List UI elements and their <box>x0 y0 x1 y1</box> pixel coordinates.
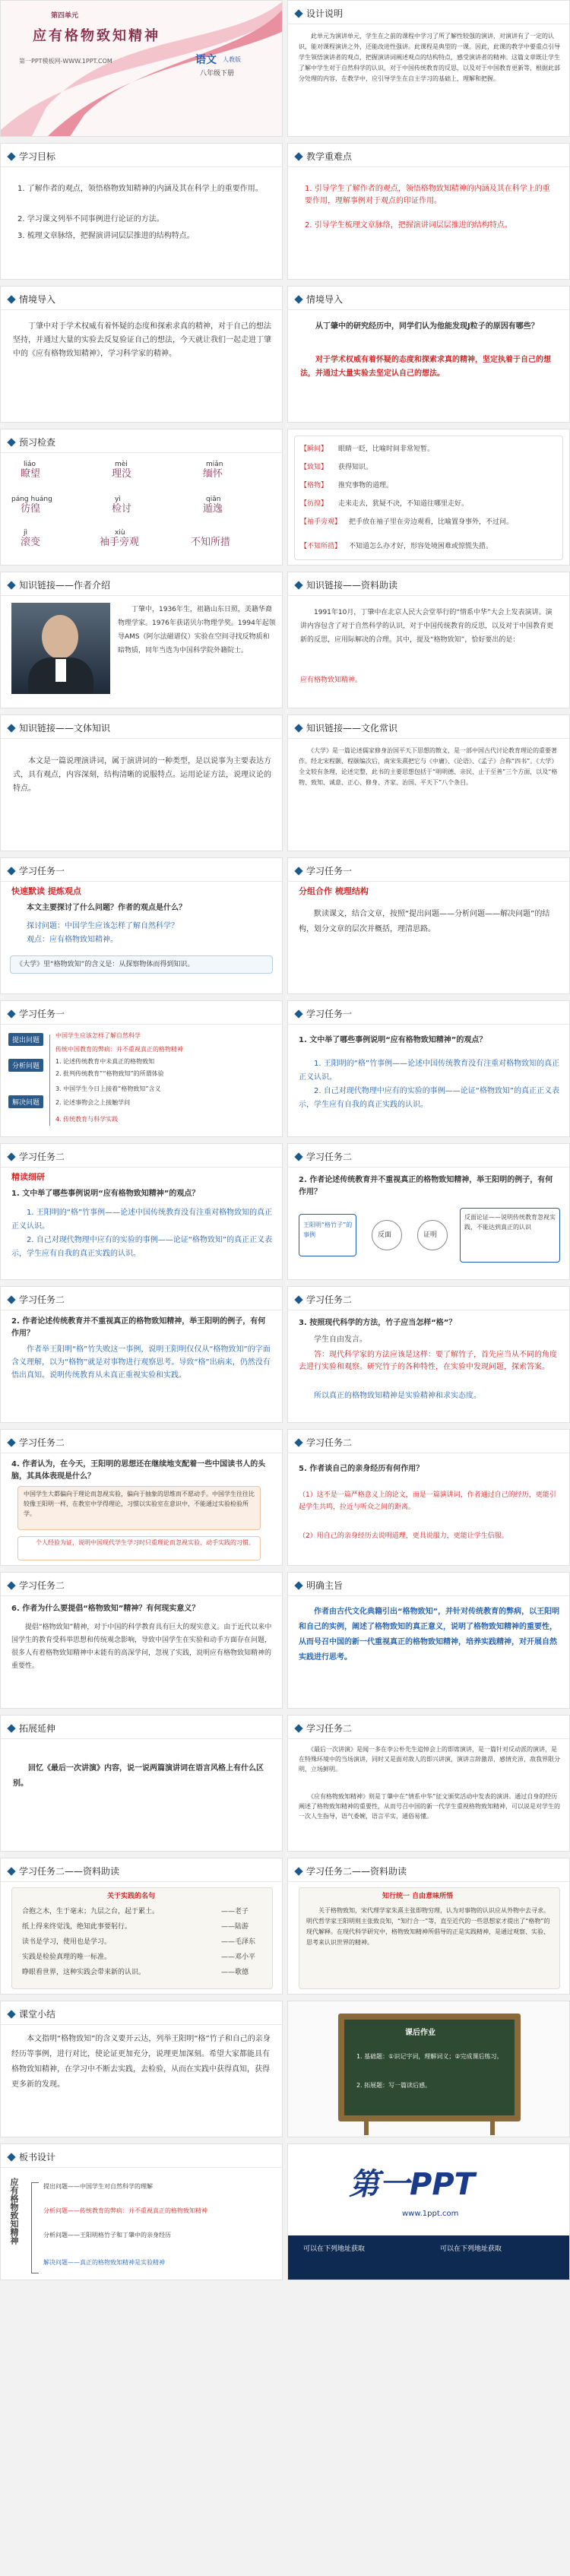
homework-title: 课后作业 <box>405 2029 435 2037</box>
author-text: 丁肇中，1936年生，祖籍山东日照，美籍华裔物理学家。1976年获诺贝尔物理学奖。1994年起领导AMS（阿尔法磁谱仪）实验在空间寻找反物质和暗物质，同年当选为中国科学院外籍院士。 <box>118 606 276 654</box>
slide-header: 拓展延伸 <box>8 1722 55 1735</box>
structure-item: 1. 论述传统教育中未真正的格物致知 <box>55 1058 155 1065</box>
subject-label: 语文 <box>195 54 217 66</box>
slide-key[interactable] <box>287 143 570 280</box>
quote-text: 纸上得来终觉浅，绝知此事要躬行。 <box>22 1923 132 1931</box>
slide-header: 学习任务一 <box>8 864 65 877</box>
quote-text: 睁眼看世界，这种实践会带来新的认识。 <box>22 1969 146 1976</box>
slide-author[interactable] <box>0 572 283 708</box>
task-answer: 答：现代科学家的方法应该是这样：要了解竹子，首先应当从不同的角度去进行实验和观察。研究竹子的各种特性，在实验中发现问题，探索答案。 <box>299 1351 557 1371</box>
quote-text: 中国学生大都偏向于理论而忽视实验，偏向于抽象的思维而不愿动手。中国学生往往比较像王阳明一样，在教室中学得理论，习惯以实验室在意识中，不能通过实验检验所学。 <box>24 1491 255 1517</box>
cover-title: 应有格物致知精神 <box>33 28 160 44</box>
slide-brand[interactable] <box>287 2143 570 2280</box>
vocab-key: 【瞬间】 <box>300 445 328 453</box>
style2-text: 《大学》是一篇论述儒家修身治国平天下思想的散文，是一部中国古代讨论教育理论的重要著作。经北宋程颢、程颐编次后，南宋朱熹把它与《中庸》、《论语》、《孟子》合称“四书”。《大学》全文较有条理，论述完整，此书的主要思想包括于“明明德、亲民、止于至善”三个方面，以及“格物、致知、诚意、正心、修身、齐家、治国、平天下”八个条目。 <box>299 747 558 786</box>
mind-node: 提出问题——中国学生对自然科学的理解 <box>43 2183 153 2190</box>
brand-logo: 第一PPT <box>349 2167 475 2202</box>
slide-task2-diagram[interactable] <box>287 1143 570 1280</box>
word: 理没 <box>112 468 132 480</box>
slide-header: 学习任务二 <box>8 1579 65 1592</box>
pinyin: miǎn <box>206 461 223 468</box>
brand-footer <box>288 2235 570 2280</box>
task-answer: （1）这不是一篇严格意义上的论文，而是一篇演讲词，作者通过自己的经历，更能引起学生共鸣，拉近与听众之间的距离。 <box>299 1491 556 1511</box>
slide-header: 明确主旨 <box>296 1579 343 1592</box>
task-answer: 个人经验为证，说明中国现代学生学习时只重理论而忽视实验、动手实践的习惯。 <box>24 1539 255 1546</box>
slide-header: 知识链接——资料助读 <box>296 578 397 591</box>
word: 缅怀 <box>203 468 223 480</box>
task-answer: 作者举王阳明“格”竹失败这一事例，说明王阳明仅仅从“格物致知”的字面含义理解，以为“格物”就是对事物进行观察思考。导致“格”出病来，仍然没有悟出真知。说明传统教育从未真正重视实验和实践。 <box>11 1345 271 1380</box>
bg-highlight: 应有格物致知精神。 <box>300 676 363 684</box>
quote-author: ——邓小平 <box>221 1953 256 1961</box>
slide-header: 情境导入 <box>8 293 55 306</box>
slide-header: 情境导入 <box>296 293 343 306</box>
slide-header: 预习检查 <box>8 436 55 448</box>
word: 检讨 <box>112 503 132 515</box>
mind-node: 分析问题——王阳明格竹子和丁肇中的亲身经历 <box>43 2232 171 2239</box>
slide-intro[interactable] <box>0 286 283 423</box>
task-question: 3. 按照现代科学的方法，竹子应当怎样“格”？ <box>299 1319 457 1327</box>
slide-goals[interactable] <box>0 143 283 280</box>
slide-style[interactable] <box>0 714 283 851</box>
slide-res1[interactable] <box>0 1858 283 1995</box>
site-label: 第一PPT模板网-WWW.1PPT.COM <box>19 58 112 65</box>
task-question: 1. 文中举了哪些事例说明“应有格物致知精神”的观点？ <box>299 1036 487 1044</box>
slide-task1c[interactable] <box>0 1000 283 1137</box>
slide-header: 学习任务二 <box>8 1436 65 1449</box>
slide-header: 学习任务一 <box>8 1007 65 1020</box>
slide-mind[interactable] <box>0 2143 283 2280</box>
style-text: 本文是一篇说理演讲词，属于演讲词的一种类型，是以说事为主要表达方式，具有观点，内容深刻，结构清晰的说服特点。运用论证方法，说理议论的特点。 <box>13 757 271 793</box>
structure-item: 3. 中国学生今日上接着“格物致知”含义 <box>55 1085 161 1092</box>
structure-item: 4. 传统教育与科学实践 <box>55 1116 119 1123</box>
structure-item: 中国学生应该怎样了解自然科学 <box>55 1032 141 1039</box>
task-answer: 1. 王阳明的“格”竹事例——论述中国传统教育没有注重对格物致知的真正正义认识。 2. 自己对现代物理中应有的实验的事例——论证“格物致知”的真正正义表示，学生应有自我的真正实践的认识。 <box>299 1060 560 1109</box>
slide-header: 学习任务二 <box>8 1293 65 1306</box>
vocab-key: 【致知】 <box>300 464 328 471</box>
slide-header: 学习任务二 <box>296 1436 352 1449</box>
slide-ext2[interactable] <box>287 1715 570 1852</box>
unit-label: 第四单元 <box>51 12 79 20</box>
slide-design[interactable] <box>287 0 570 137</box>
task-question: 4. 作者认为，在今天，王阳明的思想还在继续地支配着一些中国读书人的头脑，其具体表现是什么？ <box>11 1460 266 1481</box>
word: 袖手旁观 <box>100 537 140 548</box>
slide-task1b[interactable] <box>287 857 570 994</box>
structure-item: 2. 批判传统教育”“格物致知”的所谓体验 <box>55 1070 164 1077</box>
brand-site: www.1ppt.com <box>402 2210 459 2218</box>
task-answer: 学生自由发言。 <box>299 1336 367 1344</box>
vocab-value: 眼睛一眨，比喻时间非常短暂。 <box>338 445 435 453</box>
quote-author: ——毛泽东 <box>221 1938 256 1946</box>
slide-task1d[interactable] <box>287 1000 570 1137</box>
quote-author: ——老子 <box>221 1908 249 1915</box>
intro2-answer: 对于学术权威有着怀疑的态度和探索求真的精神，坚定执着于自己的想法，并通过大量实验去坚定认自己的想法。 <box>300 356 551 378</box>
diagram-mid2: 证明 <box>423 1231 438 1239</box>
slide-bg[interactable] <box>287 572 570 708</box>
chalkboard-leg <box>490 2121 495 2135</box>
pink-wave-decoration <box>1 1 283 137</box>
slide-vocab[interactable] <box>287 429 570 566</box>
slide-res2[interactable] <box>287 1858 570 1995</box>
slide-task1a[interactable] <box>0 857 283 994</box>
bg-text: 1991年10月，丁肇中在北京人民大会堂举行的“情系中华”大会上发表演讲。演讲内容包含了对于自然科学的认识，对于中国传统教育的反思，以及对于中国教育更新的反思，应用际解决的合理。其中，提及“格物致知”，恰好要出的是： <box>300 609 554 644</box>
task-answer: 探讨问题：中国学生应该怎样了解自然科学？ <box>11 922 179 930</box>
pinyin: liáo <box>24 461 36 468</box>
task-question: 6. 作者为什么要提倡“格物致知”精神？有何现实意义？ <box>11 1605 200 1613</box>
task-subtitle: 快速默读 提炼观点 <box>11 886 81 896</box>
task-text: 默读课文，结合文章，按照“提出问题——分析问题——解决问题”的结构，划分文章的层次并概括，理清思路。 <box>299 910 550 933</box>
task-answer: 提倡“格物致知”精神，对于中国的科学教育具有巨大的现实意义。由于近代以来中国学生的教育受科举思想和传统观念影响，导致中国学生在实验和动手方面存在问题，很多人有着格物致知精神中未能有的高深学问，忽视了实践，说明应有格物致知精神的重要性。 <box>11 1624 272 1670</box>
intro-text: 丁肇中对于学术权威有着怀疑的态度和探索求真的精神，对于自己的想法坚持，并通过大量的实验去反复验证自己的想法，今天就让我们一起走进丁肇中的《应有格物致知精神》，学习科学家的精神。 <box>13 322 271 358</box>
slide-task2c[interactable] <box>0 1429 283 1566</box>
slide-header <box>296 7 343 20</box>
task-answer: （2）用自己的亲身经历去说明道理，更具说服力，更能让学生信服。 <box>299 1532 508 1540</box>
word: 瞭望 <box>21 468 41 480</box>
pinyin: páng huáng <box>11 496 52 503</box>
reading-text: 关于格物致知，宋代理学家朱熹主张即物穷理，认为对事物的认识应从外物中去寻求。明代哲学家王阳明则主张致良知，“知行合一”等，直至近代的一些思想家才提出了“格物”的现代解释。在现代科学研究中，格物致知精神所倡导的正是实践精神，是通过观察、实验、思考来认识世界的精神。 <box>306 1907 550 1946</box>
goal-item: 1. 了解作者的观点，领悟格物致知精神的内涵及其在科学上的重要作用。 <box>17 185 263 193</box>
key-item: 1. 引导学生了解作者的观点，领悟格物致知精神的内涵及其在科学上的重要作用，理解事例对于观点的印证作用。 <box>305 185 550 205</box>
slide-header: 知识链接——作者介绍 <box>8 578 110 591</box>
slide-task2e[interactable] <box>0 1572 283 1709</box>
ext2-text: 《最后一次讲演》是闻一多在李公朴先生追悼会上的即席演讲，是一篇针对反动派的演讲，是在特殊环境中的当场演讲，同时又是面对敌人的即兴讲演，演讲言辞激昂，感情充沛，敌我界限分明，立场鲜明。 <box>299 1746 560 1773</box>
slide-header: 课堂小结 <box>8 2007 55 2020</box>
structure-item: 传统中国教育的弊病：并不重视真正的格物精神 <box>55 1046 183 1053</box>
key-item: 2. 引导学生梳理文章脉络，把握演讲词层层推进的结构特点。 <box>305 221 512 230</box>
slide-header: 学习任务一 <box>296 1007 352 1020</box>
panel-title: 关于实践的名句 <box>107 1893 156 1900</box>
word: 遁逸 <box>203 503 223 515</box>
slide-summary[interactable] <box>0 2001 283 2137</box>
slide-style2[interactable] <box>287 714 570 851</box>
mind-bracket <box>31 2182 39 2273</box>
word: 彷徨 <box>21 503 41 515</box>
slide-cover[interactable] <box>0 0 283 137</box>
pinyin: qiān <box>206 496 221 503</box>
vocab-key: 【不知所措】 <box>300 543 342 550</box>
vocab-key: 【格物】 <box>300 482 328 490</box>
quote-text: 合抱之木，生于毫末；九层之台，起于累土。 <box>22 1908 160 1915</box>
slide-header: 学习任务二 <box>296 1722 352 1735</box>
homework-item: 2. 拓展题：写一篇读后感。 <box>356 2082 432 2089</box>
pinyin: mèi <box>115 461 128 468</box>
pinyin: jì <box>24 529 28 537</box>
summary-text: 本文指明“格物致知”的含义要开云达，列举王阳明“格”竹子和自己的亲身经历等事例，进行对比，使论证更加充分，说理更加深刻。希望大家都能具有格物致知精神，在学习中不断去实践，去检验，从而在实践中获得真知，获得更多新的发现。 <box>11 2035 271 2089</box>
section-title: 精读细研 <box>11 1172 45 1182</box>
slide-task1e[interactable] <box>0 1143 283 1280</box>
goal-item: 3. 梳理文章脉络，把握演讲词层层推进的结构特点。 <box>17 232 195 240</box>
slide-header: 板书设计 <box>8 2150 55 2163</box>
structure-tag: 分析问题 <box>8 1059 43 1072</box>
quote-author: ——歌德 <box>221 1969 249 1976</box>
grade-label: 八年级下册 <box>200 70 235 78</box>
slide-header: 学习任务二 <box>8 1150 65 1163</box>
diagram-mid1: 反面 <box>378 1231 392 1239</box>
slide-preview[interactable] <box>0 429 283 566</box>
slide-task2d[interactable] <box>287 1429 570 1566</box>
slide-task2b[interactable] <box>287 1286 570 1423</box>
header-title: 设计说明 <box>306 8 344 19</box>
slide-header: 学习任务一 <box>296 864 352 877</box>
slide-header: 知识链接——文化常识 <box>296 721 397 734</box>
vocab-value: 不知道怎么办才好，形容处境困难或惊慌失措。 <box>349 543 493 550</box>
vocab-key: 【袖手旁观】 <box>300 518 342 526</box>
brand-footer-text: 可以在下列地址获取 <box>303 2245 366 2253</box>
task-question: 1. 文中举了哪些事例说明“应有格物致知精神”的观点？ <box>11 1190 200 1198</box>
quote-text: 《大学》里“格物致知”的含义是：从探察物体而得到知识。 <box>16 961 195 968</box>
ext-text: 回忆《最后一次讲演》内容，说一说两篇演讲词在语言风格上有什么区别。 <box>13 1764 264 1788</box>
task-answer: 观点：应有格物致知精神。 <box>11 936 118 944</box>
mind-node: 解决问题——真正的格物致知精神是实验精神 <box>43 2259 165 2266</box>
task-answer: 1. 王阳明的“格”竹事例——论述中国传统教育没有注重对格物致知的真正正义认识。 2. 自己对现代物理中应有的实验的事例——论证“格物致知”的真正正义表示，学生应有自我的真正实践的认识。 <box>11 1209 273 1258</box>
slide-header: 学习任务二——资料助读 <box>8 1865 119 1877</box>
slide-homework[interactable] <box>287 2001 570 2137</box>
slide-task2f[interactable] <box>287 1572 570 1709</box>
pinyin: xiù <box>115 529 125 537</box>
vocab-value: 把手放在袖子里在旁边观看，比喻置身事外，不过问。 <box>349 518 514 526</box>
structure-tag: 解决问题 <box>8 1095 43 1108</box>
panel-title: 知行统一 自由意味所悟 <box>382 1893 454 1900</box>
homework-item: 1. 基础题：①识记字词，理解词义；②完成课后练习。 <box>356 2053 503 2060</box>
mind-node: 分析问题——传统教育的弊病：并不重视真正的格物致知精神 <box>43 2207 207 2214</box>
slide-header: 学习任务二 <box>296 1150 352 1163</box>
task-question: 5. 作者谈自己的亲身经历有何作用？ <box>299 1465 424 1473</box>
pinyin: yì <box>115 496 121 503</box>
structure-line <box>49 1035 50 1126</box>
quote-text: 读书是学习，使用也是学习。 <box>22 1938 112 1946</box>
vocab-key: 【彷徨】 <box>300 500 328 508</box>
vocab-value: 获得知识。 <box>338 464 373 471</box>
slide-ext[interactable] <box>0 1715 283 1852</box>
goal-item: 2. 学习课文列举不同事例进行论证的方法。 <box>17 215 164 223</box>
slide-header: 学习任务二 <box>296 1293 352 1306</box>
task-question: 2. 作者论述传统教育并不重视真正的格物致知精神，举王阳明的例子，有何作用？ <box>299 1176 553 1196</box>
ext2-text: 《应有格物致知精神》则是丁肇中在“情系中华”征文颁奖活动中发表的演讲。通过自身的经历阐述了格物致知精神的重要性，从而号召中国的新一代学生重视格物致知精神，可以说是对学生的一次人生指导，语气委婉，语言平实，通俗易懂。 <box>299 1793 560 1820</box>
vocab-value: 走来走去，犹疑不决，不知道往哪里走好。 <box>338 500 469 508</box>
quote-author: ——陆游 <box>221 1923 249 1931</box>
slide-intro2[interactable] <box>287 286 570 423</box>
slide-header: 学习目标 <box>8 150 55 163</box>
slide-header: 学习任务二——资料助读 <box>296 1865 407 1877</box>
diagram-left-text: 王阳明“格竹子”的事例 <box>303 1221 353 1238</box>
structure-tag: 提出问题 <box>8 1033 43 1046</box>
chalkboard-leg <box>364 2121 369 2135</box>
intro2-question: 从丁肇中的研究经历中，同学们认为他能发现J粒子的原因有哪些？ <box>300 322 539 331</box>
slide-task2a[interactable] <box>0 1286 283 1423</box>
task-question: 2. 作者论述传统教育并不重视真正的格物致知精神，举王阳明的例子，有何作用？ <box>11 1317 266 1338</box>
structure-item: 2. 论述事物会之上接触学问 <box>55 1099 131 1106</box>
design-text: 此单元为演讲单元，学生在之前的课程中学习了所了解性较强的演讲，对演讲有了一定的认识，能对课程演讲之外，还能改进性强讲。此课程是典型的一课。因此，此课的教学中要重点引导学生领悟演讲者的观点，把握演讲词阐述观点的结构特点，感受演讲者的精神。这篇文章既让学生了解中学生对于自然科学的认识，对于中国传统教育的反思，以及对于中国教育更新等，根据此部分处理的内容，在教学中，应引导学生在自主学习的基础上，理解和把握。 <box>299 33 560 82</box>
quote-text: 实践是检验真理的唯一标准。 <box>22 1953 112 1961</box>
diagram-right-text: 反面论证——说明传统教育忽视实践，不能达到真正的认识 <box>464 1214 556 1231</box>
brand-footer-text: 可以在下列地址获取 <box>440 2245 502 2253</box>
task-subtitle: 分组合作 梳理结构 <box>299 886 369 896</box>
word: 滚变 <box>21 537 41 548</box>
theme-text: 作者由古代文化典籍引出“格物致知”，并针对传统教育的弊病，以王阳明和自己的实例，阐述了格物致知的真正意义，说明了格物致知精神的重要性，从而号召中国的新一代重视真正的格物致知精神，培养实践精神，对开展自然实践进行思考。 <box>299 1608 560 1662</box>
mind-root: 应有格物致知精神 <box>9 2178 19 2245</box>
word: 不知所措 <box>191 537 231 548</box>
author-photo <box>11 603 110 694</box>
task-answer: 所以真正的格物致知精神是实验精神和求实态度。 <box>299 1392 481 1400</box>
slide-header: 知识链接——文体知识 <box>8 721 110 734</box>
press-label: 人教版 <box>223 56 241 63</box>
task-question: 本文主要探讨了什么问题？作者的观点是什么？ <box>11 904 186 912</box>
slide-header: 教学重难点 <box>296 150 352 163</box>
vocab-value: 推究事物的道理。 <box>338 482 394 490</box>
